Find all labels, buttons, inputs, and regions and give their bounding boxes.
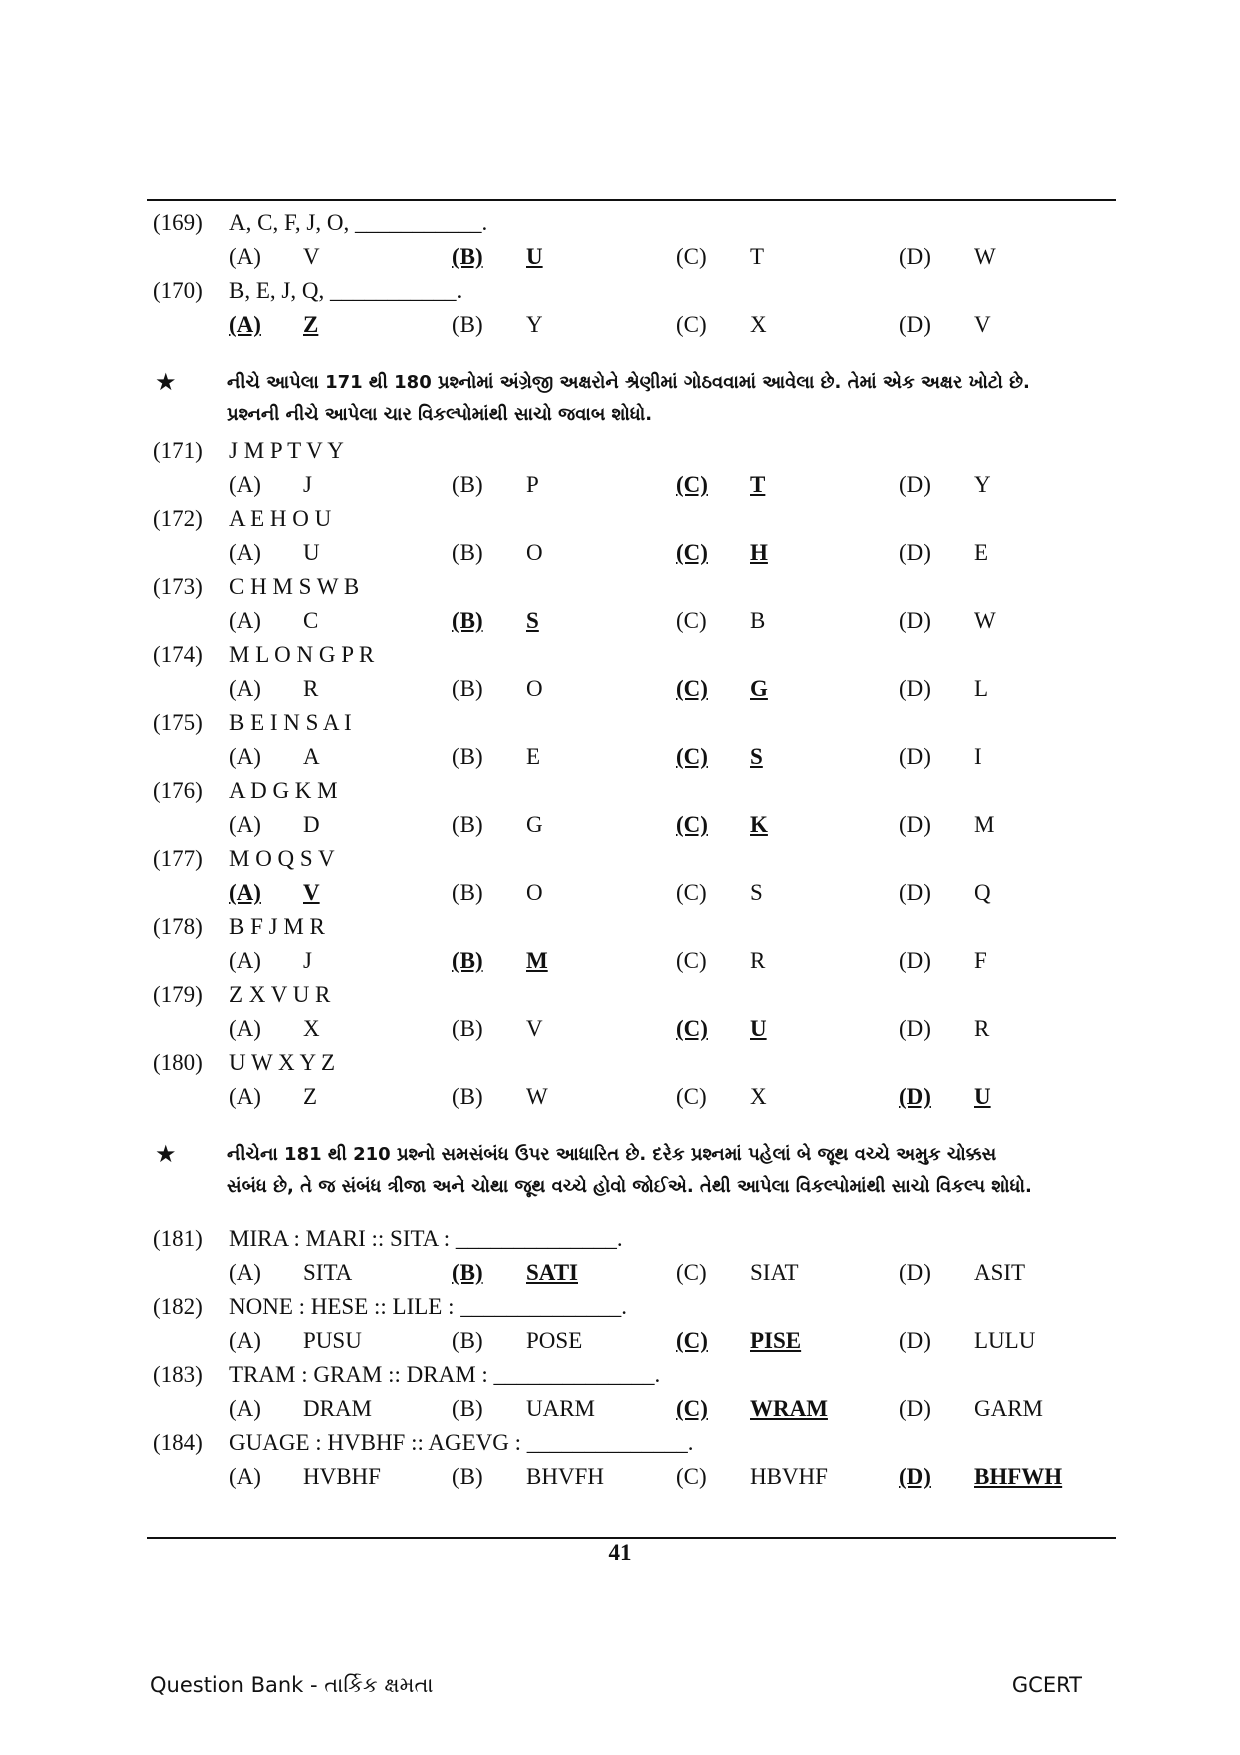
option-value-b: W	[526, 1084, 548, 1109]
question-number: (175)	[153, 710, 203, 735]
option-value-c: K	[750, 812, 768, 837]
option-value-b: Y	[526, 312, 543, 337]
option-label-d: (D)	[899, 812, 931, 837]
options-row	[0, 808, 1240, 842]
question-row	[0, 842, 1240, 876]
option-value-a: C	[303, 608, 319, 633]
option-label-c: (C)	[676, 1464, 707, 1489]
option-label-b: (B)	[452, 676, 483, 701]
question-text: MIRA : MARI :: SITA : ______________.	[229, 1226, 623, 1251]
option-value-d: U	[974, 1084, 991, 1109]
option-value-d: E	[974, 540, 989, 565]
option-label-c: (C)	[676, 676, 708, 701]
footer-publisher: GCERT	[1011, 1673, 1082, 1697]
question-number: (178)	[153, 914, 203, 939]
question-text: TRAM : GRAM :: DRAM : ______________.	[229, 1362, 661, 1387]
question-row	[0, 1358, 1240, 1392]
option-value-b: O	[526, 880, 543, 905]
question-row	[0, 910, 1240, 944]
option-label-b: (B)	[452, 948, 483, 973]
option-label-b: (B)	[452, 1328, 483, 1353]
option-value-b: G	[526, 812, 543, 837]
options-row	[0, 944, 1240, 978]
option-value-a: X	[303, 1016, 320, 1041]
option-value-b: O	[526, 676, 543, 701]
option-label-d: (D)	[899, 744, 931, 769]
options-row	[0, 672, 1240, 706]
options-row	[0, 1392, 1240, 1426]
instruction-line-1: નીચેના 181 થી 210 પ્રશ્નો સમસંબંધ ઉપર આધારિત છે. દરેક પ્રશ્નમાં પહેલાં બે જૂથ વચ્ચે અમુક ચોક્કસ	[227, 1144, 997, 1165]
option-value-c: H	[750, 540, 768, 565]
option-value-d: Q	[974, 880, 991, 905]
question-row	[0, 1426, 1240, 1460]
question-text: M L O N G P R	[229, 642, 375, 667]
question-row	[0, 206, 1240, 240]
question-row	[0, 502, 1240, 536]
options-row	[0, 536, 1240, 570]
option-value-d: F	[974, 948, 987, 973]
option-value-d: M	[974, 812, 995, 837]
option-value-d: Y	[974, 472, 991, 497]
option-value-a: V	[303, 880, 320, 905]
question-text: A D G K M	[229, 778, 338, 803]
options-row	[0, 604, 1240, 638]
option-value-c: T	[750, 472, 766, 497]
option-value-a: HVBHF	[303, 1464, 381, 1489]
option-label-b: (B)	[452, 540, 483, 565]
option-label-d: (D)	[899, 676, 931, 701]
option-value-a: J	[303, 948, 312, 973]
option-label-c: (C)	[676, 744, 708, 769]
option-value-d: V	[974, 312, 991, 337]
option-label-a: (A)	[229, 676, 261, 701]
option-value-d: BHFWH	[974, 1464, 1063, 1489]
bottom-rule	[147, 1537, 1116, 1539]
option-label-c: (C)	[676, 1016, 708, 1041]
page-number: 41	[608, 1540, 632, 1565]
option-label-c: (C)	[676, 472, 708, 497]
star-icon: ★	[155, 1142, 177, 1168]
question-row	[0, 1046, 1240, 1080]
option-value-d: L	[974, 676, 989, 701]
question-text: A E H O U	[229, 506, 332, 531]
question-number: (183)	[153, 1362, 203, 1387]
option-value-b: UARM	[526, 1396, 596, 1421]
option-label-b: (B)	[452, 472, 483, 497]
option-label-c: (C)	[676, 1260, 707, 1285]
options-row	[0, 308, 1240, 342]
option-value-d: W	[974, 608, 996, 633]
question-number: (184)	[153, 1430, 203, 1455]
option-label-a: (A)	[229, 812, 261, 837]
option-value-c: SIAT	[750, 1260, 799, 1285]
option-label-b: (B)	[452, 608, 483, 633]
option-label-c: (C)	[676, 608, 707, 633]
question-number: (174)	[153, 642, 203, 667]
option-label-c: (C)	[676, 1396, 708, 1421]
option-value-b: S	[526, 608, 539, 633]
option-value-b: O	[526, 540, 543, 565]
question-list	[0, 206, 1240, 1494]
question-number: (170)	[153, 278, 203, 303]
instruction-line-1: નીચે આપેલા 171 થી 180 પ્રશ્નોમાં અંગ્રેજી અક્ષરોને શ્રેણીમાં ગોઠવવામાં આવેલા છે. તેમાં એક અક્ષર ખોટો છે.	[227, 372, 1030, 393]
option-value-c: U	[750, 1016, 767, 1041]
options-row	[0, 1080, 1240, 1114]
option-value-d: I	[974, 744, 982, 769]
option-value-a: PUSU	[303, 1328, 362, 1353]
question-number: (176)	[153, 778, 203, 803]
option-label-b: (B)	[452, 244, 483, 269]
option-label-d: (D)	[899, 880, 931, 905]
option-value-a: U	[303, 540, 320, 565]
option-value-b: E	[526, 744, 541, 769]
option-label-d: (D)	[899, 244, 931, 269]
option-label-d: (D)	[899, 312, 931, 337]
option-label-b: (B)	[452, 812, 483, 837]
option-value-c: X	[750, 1084, 767, 1109]
option-value-c: S	[750, 880, 763, 905]
question-number: (169)	[153, 210, 203, 235]
option-label-a: (A)	[229, 312, 261, 337]
option-label-d: (D)	[899, 1084, 931, 1109]
question-number: (172)	[153, 506, 203, 531]
instruction-series	[0, 366, 1240, 434]
option-label-d: (D)	[899, 608, 931, 633]
option-label-a: (A)	[229, 244, 261, 269]
option-label-c: (C)	[676, 540, 708, 565]
option-value-b: SATI	[526, 1260, 578, 1285]
option-value-c: G	[750, 676, 768, 701]
option-label-a: (A)	[229, 472, 261, 497]
option-value-a: SITA	[303, 1260, 353, 1285]
options-row	[0, 1256, 1240, 1290]
options-row	[0, 240, 1240, 274]
question-group-171-180	[0, 434, 1240, 1114]
option-value-c: S	[750, 744, 763, 769]
option-label-d: (D)	[899, 540, 931, 565]
option-value-d: R	[974, 1016, 990, 1041]
star-icon: ★	[155, 370, 177, 396]
option-value-a: V	[303, 244, 320, 269]
option-label-d: (D)	[899, 1328, 931, 1353]
question-number: (182)	[153, 1294, 203, 1319]
option-label-a: (A)	[229, 1396, 261, 1421]
question-number: (180)	[153, 1050, 203, 1075]
option-value-c: WRAM	[750, 1396, 828, 1421]
option-value-b: V	[526, 1016, 543, 1041]
option-value-c: PISE	[750, 1328, 802, 1353]
question-text: U W X Y Z	[229, 1050, 336, 1075]
option-value-a: A	[303, 744, 320, 769]
option-value-c: R	[750, 948, 766, 973]
option-value-a: R	[303, 676, 319, 701]
question-text: GUAGE : HVBHF :: AGEVG : ______________.	[229, 1430, 694, 1455]
instruction-analogy	[0, 1138, 1240, 1206]
question-number: (177)	[153, 846, 203, 871]
question-text: J M P T V Y	[229, 438, 344, 463]
option-label-a: (A)	[229, 1464, 261, 1489]
question-text: B E I N S A I	[229, 710, 352, 735]
question-group-181-184	[0, 1222, 1240, 1494]
option-value-d: ASIT	[974, 1260, 1026, 1285]
question-text: M O Q S V	[229, 846, 335, 871]
top-rule	[147, 199, 1116, 201]
question-text: B F J M R	[229, 914, 325, 939]
footer-title: Question Bank - તાર્કિક ક્ષમતા	[150, 1673, 434, 1697]
option-label-d: (D)	[899, 948, 931, 973]
question-number: (173)	[153, 574, 203, 599]
options-row	[0, 876, 1240, 910]
question-row	[0, 1290, 1240, 1324]
option-label-b: (B)	[452, 1464, 483, 1489]
option-label-b: (B)	[452, 880, 483, 905]
option-value-c: HBVHF	[750, 1464, 828, 1489]
question-number: (181)	[153, 1226, 203, 1251]
question-text: Z X V U R	[229, 982, 331, 1007]
question-text: B, E, J, Q, ___________.	[229, 278, 463, 303]
option-label-a: (A)	[229, 1328, 261, 1353]
question-group-169-170	[0, 206, 1240, 342]
option-label-a: (A)	[229, 1260, 261, 1285]
question-text: A, C, F, J, O, ___________.	[229, 210, 488, 235]
option-label-c: (C)	[676, 312, 707, 337]
option-value-d: LULU	[974, 1328, 1036, 1353]
option-label-c: (C)	[676, 244, 707, 269]
option-label-a: (A)	[229, 1084, 261, 1109]
instruction-line-2: સંબંધ છે, તે જ સંબંધ ત્રીજા અને ચોથા જૂથ વચ્ચે હોવો જોઈએ. તેથી આપેલા વિકલ્પોમાંથી સાચો વિકલ્પ શોધો.	[227, 1176, 1032, 1197]
question-row	[0, 1222, 1240, 1256]
option-label-a: (A)	[229, 948, 261, 973]
option-label-b: (B)	[452, 744, 483, 769]
option-value-c: X	[750, 312, 767, 337]
question-text: NONE : HESE :: LILE : ______________.	[229, 1294, 627, 1319]
option-value-a: J	[303, 472, 312, 497]
question-row	[0, 434, 1240, 468]
option-label-b: (B)	[452, 1016, 483, 1041]
option-label-a: (A)	[229, 744, 261, 769]
options-row	[0, 1012, 1240, 1046]
options-row	[0, 1324, 1240, 1358]
option-value-b: BHVFH	[526, 1464, 604, 1489]
option-value-c: T	[750, 244, 765, 269]
option-value-a: Z	[303, 1084, 318, 1109]
question-row	[0, 274, 1240, 308]
option-label-c: (C)	[676, 1084, 707, 1109]
option-value-b: M	[526, 948, 548, 973]
option-label-c: (C)	[676, 1328, 708, 1353]
question-row	[0, 978, 1240, 1012]
option-label-c: (C)	[676, 880, 707, 905]
option-value-a: Z	[303, 312, 319, 337]
options-row	[0, 1460, 1240, 1494]
option-label-d: (D)	[899, 1260, 931, 1285]
option-label-b: (B)	[452, 1396, 483, 1421]
option-label-d: (D)	[899, 1396, 931, 1421]
option-label-b: (B)	[452, 1084, 483, 1109]
option-value-c: B	[750, 608, 766, 633]
option-value-b: U	[526, 244, 543, 269]
options-row	[0, 740, 1240, 774]
option-label-b: (B)	[452, 312, 483, 337]
option-value-d: GARM	[974, 1396, 1044, 1421]
option-label-d: (D)	[899, 1464, 931, 1489]
option-label-d: (D)	[899, 1016, 931, 1041]
question-number: (179)	[153, 982, 203, 1007]
option-value-b: POSE	[526, 1328, 583, 1353]
option-value-a: D	[303, 812, 320, 837]
options-row	[0, 468, 1240, 502]
instruction-line-2: પ્રશ્નની નીચે આપેલા ચાર વિકલ્પોમાંથી સાચો જવાબ શોધો.	[227, 404, 653, 425]
option-label-a: (A)	[229, 880, 261, 905]
option-label-a: (A)	[229, 608, 261, 633]
option-value-a: DRAM	[303, 1396, 373, 1421]
question-row	[0, 774, 1240, 808]
option-label-c: (C)	[676, 948, 707, 973]
question-row	[0, 638, 1240, 672]
option-label-a: (A)	[229, 540, 261, 565]
question-text: C H M S W B	[229, 574, 360, 599]
question-number: (171)	[153, 438, 203, 463]
option-label-a: (A)	[229, 1016, 261, 1041]
option-label-b: (B)	[452, 1260, 483, 1285]
option-value-b: P	[526, 472, 539, 497]
question-row	[0, 570, 1240, 604]
option-value-d: W	[974, 244, 996, 269]
question-row	[0, 706, 1240, 740]
option-label-d: (D)	[899, 472, 931, 497]
option-label-c: (C)	[676, 812, 708, 837]
